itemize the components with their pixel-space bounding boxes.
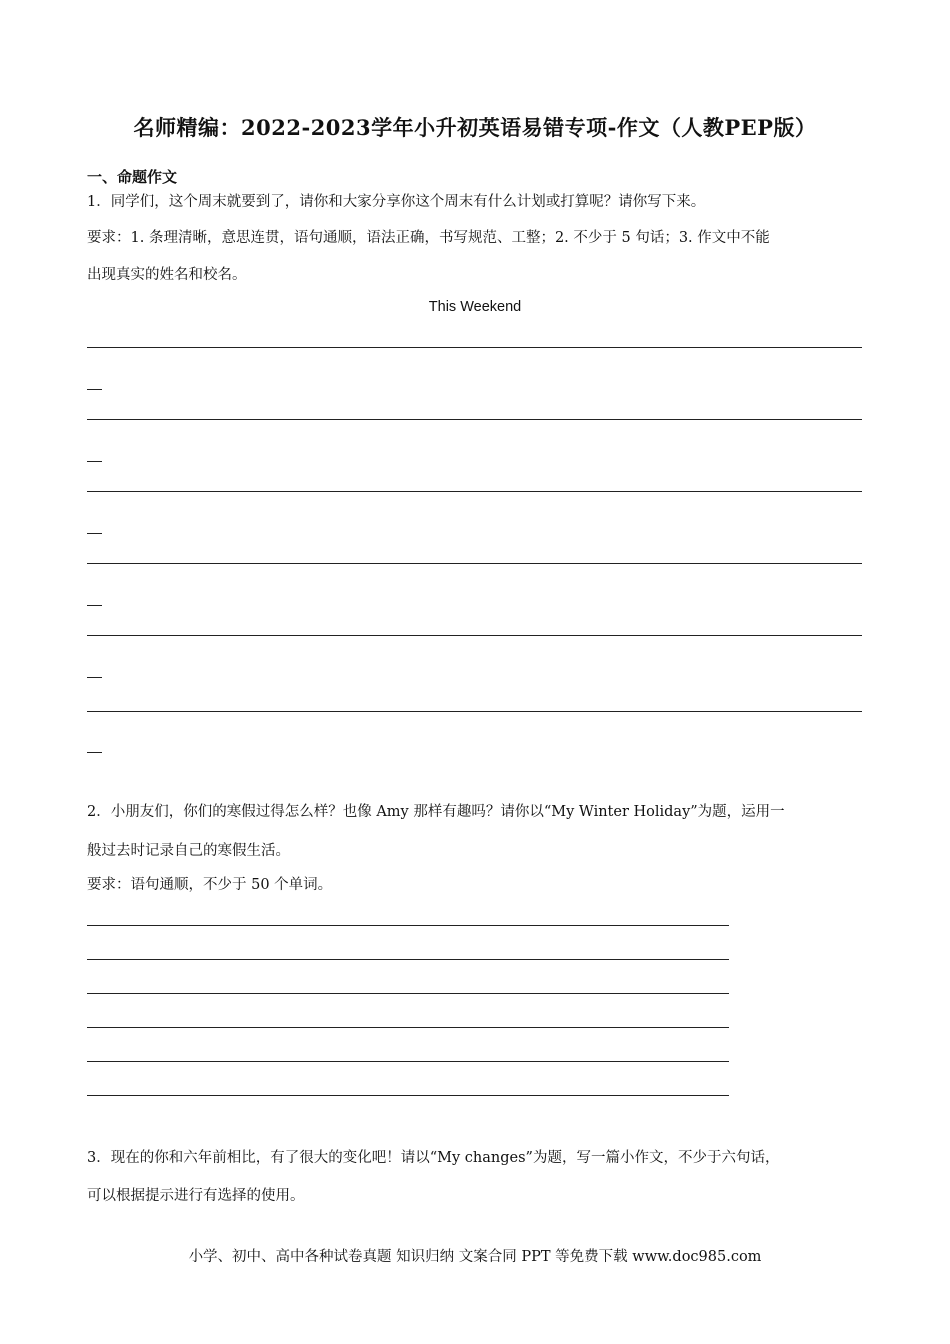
q2-writing-line-4 bbox=[87, 1027, 729, 1028]
q1-writing-line-4 bbox=[87, 563, 862, 564]
section-heading: 一、命题作文 bbox=[87, 168, 178, 186]
q1-writing-line-3-tail bbox=[87, 533, 102, 534]
q1-essay-title: This Weekend bbox=[428, 299, 522, 315]
q1-writing-line-2-tail bbox=[87, 461, 102, 462]
q1-prompt: 1．同学们，这个周末就要到了，请你和大家分享你这个周末有什么计划或打算呢？请你写下来。 bbox=[87, 194, 706, 210]
q2-writing-line-6 bbox=[87, 1095, 729, 1096]
q3-prompt-line2: 可以根据提示进行有选择的使用。 bbox=[87, 1188, 305, 1204]
q2-writing-line-5 bbox=[87, 1061, 729, 1062]
q1-writing-line-5-tail bbox=[87, 677, 102, 678]
q1-writing-line-1-tail bbox=[87, 389, 102, 390]
q2-writing-line-2 bbox=[87, 959, 729, 960]
footer-download-notice: 小学、初中、高中各种试卷真题 知识归纳 文案合同 PPT 等免费下载 www.doc985.com bbox=[188, 1249, 762, 1265]
q1-writing-line-2 bbox=[87, 419, 862, 420]
q1-writing-line-4-tail bbox=[87, 605, 102, 606]
page-title: 名师精编：2022-2023学年小升初英语易错专项-作文（人教PEP版） bbox=[133, 115, 817, 140]
q2-prompt-line1: 2．小朋友们，你们的寒假过得怎么样？也像 Amy 那样有趣吗？请你以“My Winter Holiday”为题，运用一 bbox=[87, 804, 785, 820]
q1-writing-line-5 bbox=[87, 635, 862, 636]
q2-writing-line-3 bbox=[87, 993, 729, 994]
q1-writing-line-1 bbox=[87, 347, 862, 348]
q2-writing-line-1 bbox=[87, 925, 729, 926]
q1-writing-line-6 bbox=[87, 711, 862, 712]
q1-requirement-line2: 出现真实的姓名和校名。 bbox=[87, 267, 247, 283]
q2-requirement: 要求：语句通顺，不少于 50 个单词。 bbox=[87, 877, 333, 893]
q3-prompt-line1: 3．现在的你和六年前相比，有了很大的变化吧！请以“My changes”为题，写一篇小作文，不少于六句话， bbox=[87, 1150, 780, 1166]
q1-writing-line-6-tail bbox=[87, 752, 102, 753]
q1-writing-line-3 bbox=[87, 491, 862, 492]
q1-requirement-line1: 要求：1. 条理清晰，意思连贯，语句通顺，语法正确，书写规范、工整；2. 不少于 5 句话；3. 作文中不能 bbox=[87, 230, 770, 246]
q2-prompt-line2: 般过去时记录自己的寒假生活。 bbox=[87, 843, 290, 859]
